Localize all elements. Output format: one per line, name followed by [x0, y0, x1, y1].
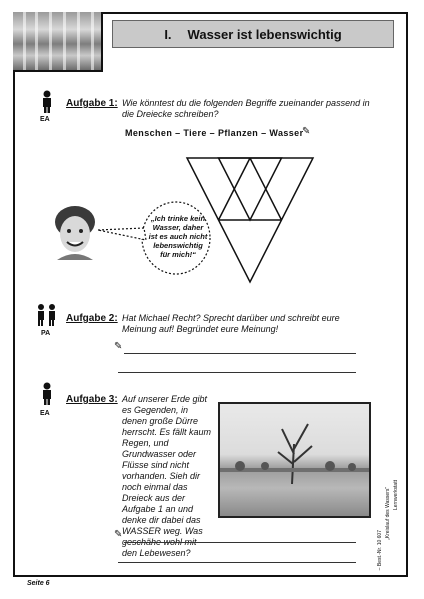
publisher-sidebar — [375, 400, 405, 570]
chapter-number: I. — [164, 26, 172, 42]
page-number: Seite 6 — [27, 580, 50, 587]
pair-icon — [36, 303, 58, 327]
page-title — [112, 20, 394, 48]
side-order: – Best.-Nr. 10 607 — [377, 529, 383, 570]
word-list: Menschen – Tiere – Pflanzen – Wasser — [125, 128, 304, 138]
single-person-icon — [40, 382, 54, 406]
mode-label-ea: EA — [40, 116, 50, 123]
task-1-text: Wie könntest du die folgenden Begriffe zueinander passend in die Dreiecke schreiben? — [122, 98, 370, 119]
task-3-label: Aufgabe 3: — [66, 394, 118, 405]
single-person-icon — [40, 90, 54, 114]
chapter-title: Wasser ist lebenswichtig — [187, 26, 342, 42]
writing-line[interactable] — [118, 562, 356, 563]
task-1-label: Aufgabe 1: — [66, 98, 118, 109]
mode-label-ea: EA — [40, 410, 50, 417]
writing-line[interactable] — [118, 372, 356, 373]
side-title: „Kreislauf des Wassers“ — [385, 487, 391, 540]
task-2-label: Aufgabe 2: — [66, 313, 118, 324]
bubble-quote: „Ich trinke kein Wasser, daher ist es auch nicht lebenswichtig für mich!“ — [148, 214, 208, 259]
mode-label-pa: PA — [41, 330, 51, 337]
pencil-icon: ✎ — [302, 126, 311, 137]
drought-photo — [218, 402, 371, 518]
writing-line[interactable] — [124, 542, 356, 543]
pencil-icon: ✎ — [114, 341, 123, 352]
boy-portrait — [52, 204, 98, 260]
pencil-icon: ✎ — [114, 529, 123, 540]
task-2-text: Hat Michael Recht? Sprecht darüber und schreibt eure Meinung auf! Begründet eure Meinung! — [122, 313, 340, 334]
waterfall-image — [13, 12, 103, 72]
writing-line[interactable] — [124, 353, 356, 354]
side-series: Lernwerkstatt — [393, 479, 399, 510]
task-3-text: Auf unserer Erde gibt es Gegenden, in denen große Dürre herrscht. Es fällt kaum Regen, und Grundwasser oder Flüsse sind nicht vorhanden. Sieh dir noch einmal das Dreieck aus der Aufgabe 1 an und denke dir dabei das WASSER weg. Was geschähe wohl mit den Lebewesen? — [122, 394, 212, 558]
